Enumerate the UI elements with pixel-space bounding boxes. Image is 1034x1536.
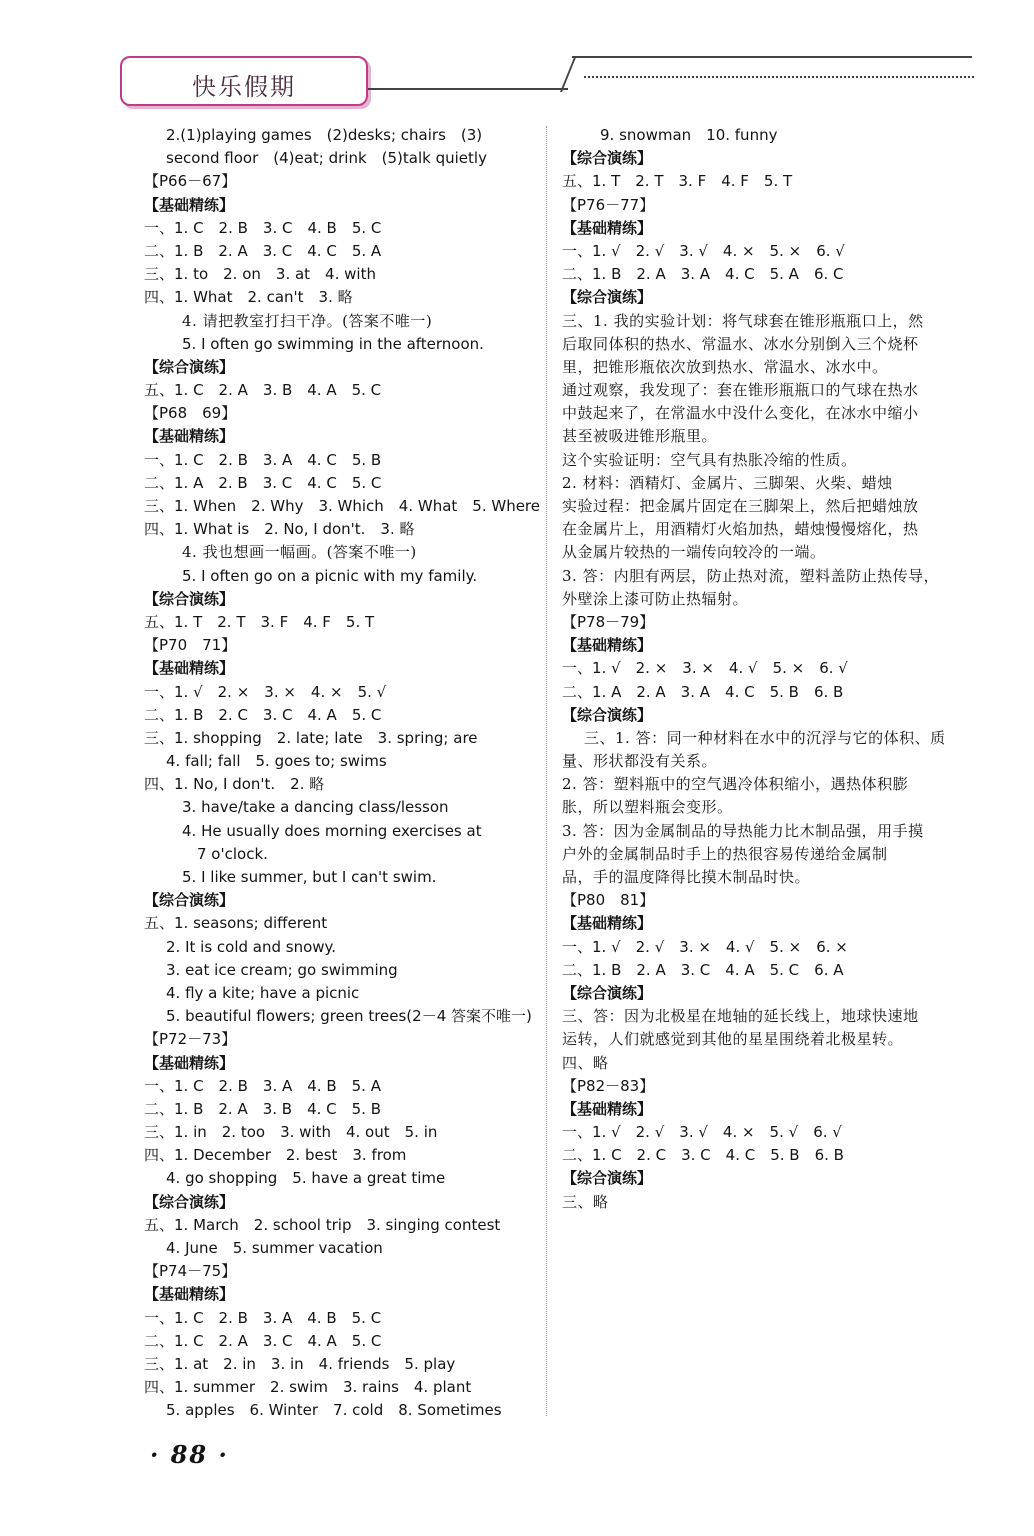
header-rule <box>368 88 568 90</box>
answer-line: 一、1. C 2. B 3. A 4. B 5. C <box>144 1308 382 1327</box>
answer-line: 2. 答：塑料瓶中的空气遇冷体积缩小，遇热体积膨 <box>562 775 909 794</box>
answer-line: 甚至被吸进锥形瓶里。 <box>562 427 718 446</box>
answer-line: 户外的金属制品时手上的热很容易传递给金属制 <box>562 844 888 863</box>
section-heading: 【基础精练】 <box>144 195 235 214</box>
answer-line: 【P74－75】 <box>144 1262 237 1281</box>
answer-line: 五、1. March 2. school trip 3. singing contest <box>144 1215 501 1234</box>
header-rule-dotted <box>584 76 974 78</box>
section-heading: 【综合演练】 <box>562 705 653 724</box>
answer-line: 通过观察，我发现了：套在锥形瓶瓶口的气球在热水 <box>562 381 919 400</box>
answer-line: 二、1. C 2. C 3. C 4. C 5. B 6. B <box>562 1146 844 1165</box>
header-tab <box>120 56 368 106</box>
answer-line: 4. fly a kite; have a picnic <box>166 983 360 1002</box>
header-title: 快乐假期 <box>192 73 296 101</box>
answer-line: 一、1. C 2. B 3. C 4. B 5. C <box>144 218 382 237</box>
section-heading: 【综合演练】 <box>562 288 653 307</box>
answer-line: 4. 我也想画一幅画。(答案不唯一) <box>182 543 417 562</box>
header-rule-slash <box>560 56 577 92</box>
answer-line: 5. apples 6. Winter 7. cold 8. Sometimes <box>166 1401 502 1420</box>
answer-line: 【P76－77】 <box>562 195 655 214</box>
answer-line: 这个实验证明：空气具有热胀冷缩的性质。 <box>562 450 857 469</box>
answer-line: 【P78－79】 <box>562 612 655 631</box>
answer-line: 二、1. B 2. A 3. C 4. C 5. A <box>144 241 382 260</box>
answer-line: 胀，所以塑料瓶会变形。 <box>562 798 733 817</box>
answer-line: 中鼓起来了，在常温水中没什么变化，在冰水中缩小 <box>562 404 919 423</box>
answer-line: 实验过程：把金属片固定在三脚架上，然后把蜡烛放 <box>562 497 919 515</box>
page-number: · 88 · <box>150 1440 229 1469</box>
answer-line: 【P82－83】 <box>562 1076 655 1095</box>
section-heading: 【基础精练】 <box>562 636 653 655</box>
section-heading: 【综合演练】 <box>144 357 235 376</box>
answer-line: 5. I often go on a picnic with my family. <box>182 566 478 585</box>
answer-line: 7 o'clock. <box>182 844 268 863</box>
answer-line: 三、1. 我的实验计划：将气球套在锥形瓶瓶口上，然 <box>562 311 924 330</box>
answer-line: 二、1. C 2. A 3. C 4. A 5. C <box>144 1331 382 1350</box>
answer-line: 3. eat ice cream; go swimming <box>166 960 398 979</box>
answer-line: 五、1. seasons; different <box>144 914 328 933</box>
answer-line: 五、1. T 2. T 3. F 4. F 5. T <box>144 612 375 631</box>
answer-line: 三、1. at 2. in 3. in 4. friends 5. play <box>144 1354 456 1373</box>
section-heading: 【综合演练】 <box>562 983 653 1002</box>
answer-line: 4. June 5. summer vacation <box>166 1239 383 1257</box>
answer-line: 3. have/take a dancing class/lesson <box>182 798 449 817</box>
answer-line: 四、1. summer 2. swim 3. rains 4. plant <box>144 1378 472 1397</box>
answer-line: 【P70 71】 <box>144 636 237 655</box>
answer-line: 三、略 <box>562 1192 609 1211</box>
answer-line: 二、1. B 2. A 3. B 4. C 5. B <box>144 1099 382 1118</box>
answer-line: 五、1. C 2. A 3. B 4. A 5. C <box>144 381 382 400</box>
answer-line: 里，把锥形瓶依次放到热水、常温水、冰水中。 <box>562 357 888 376</box>
section-heading: 【综合演练】 <box>562 1169 653 1188</box>
answer-column-right <box>562 124 980 1214</box>
answer-line: 三、1. When 2. Why 3. Which 4. What 5. Where <box>144 497 540 515</box>
section-heading: 【综合演练】 <box>562 149 653 168</box>
answer-line: 运转，人们就感觉到其他的星星围绕着北极星转。 <box>562 1030 904 1049</box>
answer-column-left <box>144 124 540 1423</box>
answer-line: 5. beautiful flowers; green trees(2－4 答案不唯一) <box>166 1007 532 1026</box>
answer-line: 在金属片上，用酒精灯火焰加热，蜡烛慢慢熔化，热 <box>562 520 919 539</box>
answer-line: 后取同体积的热水、常温水、冰水分别倒入三个烧杯 <box>562 334 919 353</box>
answer-line: 4. 请把教室打扫干净。(答案不唯一) <box>182 311 433 330</box>
answer-line: 三、答：因为北极星在地轴的延长线上，地球快速地 <box>562 1007 919 1026</box>
section-heading: 【综合演练】 <box>144 891 235 910</box>
answer-line: 从金属片较热的一端传向较冷的一端。 <box>562 543 826 562</box>
answer-line: 二、1. B 2. A 3. C 4. A 5. C 6. A <box>562 960 844 979</box>
section-heading: 【基础精练】 <box>562 1099 653 1118</box>
section-heading: 【基础精练】 <box>562 914 653 933</box>
answer-line: 一、1. √ 2. √ 3. × 4. √ 5. × 6. × <box>562 937 848 956</box>
answer-line: 2. It is cold and snowy. <box>166 937 337 956</box>
answer-line: 一、1. √ 2. √ 3. √ 4. × 5. × 6. √ <box>562 241 845 260</box>
section-heading: 【基础精练】 <box>144 1285 235 1304</box>
answer-line: 四、1. No, I don't. 2. 略 <box>144 775 325 794</box>
answer-line: 二、1. B 2. A 3. A 4. C 5. A 6. C <box>562 265 844 284</box>
answer-line: 一、1. C 2. B 3. A 4. B 5. A <box>144 1076 381 1095</box>
answer-line: 品，手的温度降得比摸木制品时快。 <box>562 868 811 886</box>
section-heading: 【基础精练】 <box>562 218 653 237</box>
answer-line: 一、1. √ 2. √ 3. √ 4. × 5. √ 6. √ <box>562 1123 842 1142</box>
answer-line: 2. 材料：酒精灯、金属片、三脚架、火柴、蜡烛 <box>562 473 893 492</box>
answer-line: 三、1. 答：同一种材料在水中的沉浮与它的体积、质 <box>584 728 946 747</box>
answer-line: 一、1. C 2. B 3. A 4. C 5. B <box>144 450 382 469</box>
answer-line: 3. 答：因为金属制品的导热能力比木制品强，用手摸 <box>562 821 924 840</box>
answer-line: 四、1. What is 2. No, I don't. 3. 略 <box>144 520 415 539</box>
answer-line: 量、形状都没有关系。 <box>562 752 718 771</box>
answer-line: 3. 答：内胆有两层，防止热对流，塑料盖防止热传导， <box>562 566 940 585</box>
answer-line: 四、1. What 2. can't 3. 略 <box>144 288 353 307</box>
answer-line: second floor (4)eat; drink (5)talk quietly <box>166 149 487 168</box>
answer-line: 三、1. to 2. on 3. at 4. with <box>144 265 376 284</box>
answer-line: 4. fall; fall 5. goes to; swims <box>166 752 387 771</box>
answer-line: 一、1. √ 2. × 3. × 4. √ 5. × 6. √ <box>562 659 848 678</box>
column-divider <box>546 126 547 1416</box>
header-rule-top <box>572 56 972 58</box>
answer-line: 四、1. December 2. best 3. from <box>144 1146 407 1165</box>
answer-line: 4. He usually does morning exercises at <box>182 821 482 840</box>
section-heading: 【基础精练】 <box>144 659 235 678</box>
answer-line: 5. I often go swimming in the afternoon. <box>182 334 484 353</box>
answer-line: 二、1. B 2. C 3. C 4. A 5. C <box>144 705 382 724</box>
answer-line: 9. snowman 10. funny <box>600 126 778 144</box>
section-heading: 【基础精练】 <box>144 1053 235 1072</box>
section-heading: 【基础精练】 <box>144 427 235 446</box>
section-heading: 【综合演练】 <box>144 589 235 608</box>
answer-line: 五、1. T 2. T 3. F 4. F 5. T <box>562 172 793 191</box>
answer-line: 外壁涂上漆可防止热辐射。 <box>562 589 749 608</box>
answer-line: 二、1. A 2. A 3. A 4. C 5. B 6. B <box>562 682 844 701</box>
answer-line: 四、略 <box>562 1053 609 1072</box>
answer-line: 【P72－73】 <box>144 1030 237 1049</box>
answer-line: 【P66－67】 <box>144 172 237 191</box>
section-heading: 【综合演练】 <box>144 1192 235 1211</box>
answer-line: 二、1. A 2. B 3. C 4. C 5. C <box>144 473 382 492</box>
answer-line: 三、1. in 2. too 3. with 4. out 5. in <box>144 1123 438 1142</box>
answer-line: 三、1. shopping 2. late; late 3. spring; are <box>144 728 478 747</box>
answer-line: 【P68 69】 <box>144 404 237 423</box>
answer-line: 一、1. √ 2. × 3. × 4. × 5. √ <box>144 682 387 701</box>
answer-line: 【P80 81】 <box>562 891 655 910</box>
answer-line: 4. go shopping 5. have a great time <box>166 1169 446 1188</box>
answer-line: 5. I like summer, but I can't swim. <box>182 868 437 886</box>
answer-line: 2.(1)playing games (2)desks; chairs (3) <box>166 126 483 144</box>
